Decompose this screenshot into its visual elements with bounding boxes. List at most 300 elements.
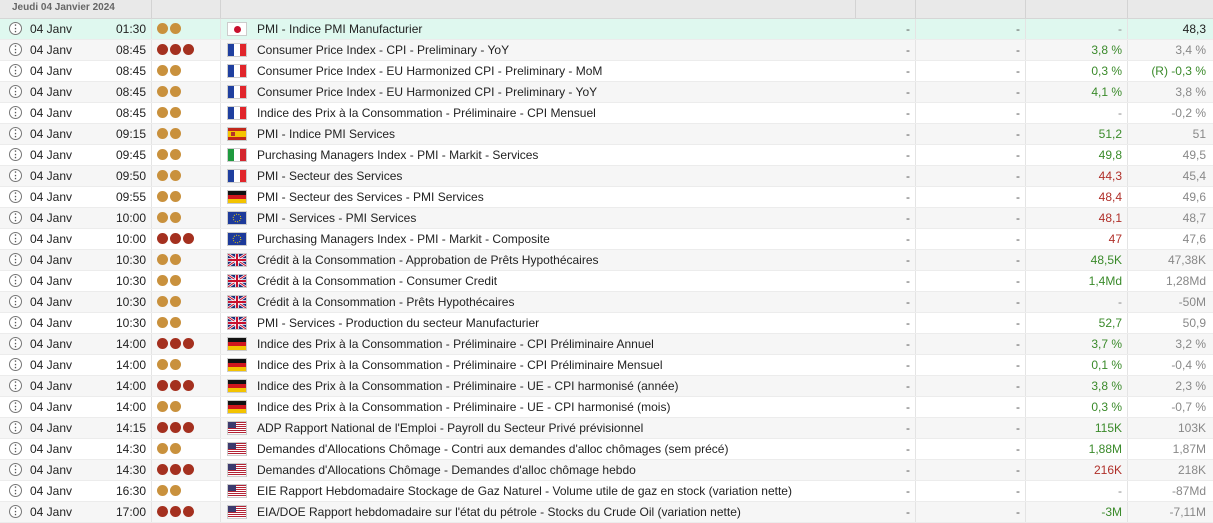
event-row[interactable] [0,460,1213,481]
column-divider [915,313,916,333]
event-date: 04 Janv [30,43,73,57]
event-row[interactable] [0,229,1213,250]
column-divider [151,460,152,480]
consensus-value: - [1016,43,1020,57]
event-name[interactable]: PMI - Indice PMI Manufacturier [257,22,423,36]
importance-dot [157,464,168,475]
column-divider [151,229,152,249]
actual-value: 51,2 [1098,127,1122,141]
header-divider [855,0,856,18]
column-divider [915,439,916,459]
importance-dot [170,380,181,391]
event-row[interactable] [0,40,1213,61]
column-divider [915,271,916,291]
column-divider [1127,166,1128,186]
column-divider [1127,19,1128,39]
importance-dot [170,170,181,181]
importance-dot [170,296,181,307]
event-row[interactable] [0,187,1213,208]
event-name[interactable]: Demandes d'Allocations Chômage - Demandes d'alloc chômage hebdo [257,463,636,477]
column-divider [915,187,916,207]
column-divider [1025,355,1026,375]
event-name[interactable]: Demandes d'Allocations Chômage - Contri aux demandes d'alloc chômages (sem précé) [257,442,729,456]
importance-indicator [157,271,217,291]
importance-dot [157,128,168,139]
info-menu-icon[interactable]: ⋮ [11,128,20,138]
event-row[interactable] [0,124,1213,145]
event-row[interactable] [0,271,1213,292]
column-divider [1025,61,1026,81]
info-menu-icon[interactable]: ⋮ [11,170,20,180]
column-divider [220,313,221,333]
previous-value: - [906,274,910,288]
reference-value: 103K [1177,421,1206,435]
event-row[interactable] [0,19,1213,40]
event-time: 14:15 [115,421,146,435]
info-menu-icon[interactable]: ⋮ [11,443,20,453]
importance-dot [183,422,194,433]
event-name[interactable]: Purchasing Managers Index - PMI - Markit - Composite [257,232,550,246]
column-divider [151,103,152,123]
info-menu-icon[interactable]: ⋮ [11,149,20,159]
reference-value: (R) -0,3 % [1151,64,1206,78]
info-menu-icon[interactable]: ⋮ [11,86,20,96]
info-menu-icon[interactable]: ⋮ [11,44,20,54]
importance-indicator [157,439,217,459]
event-row[interactable] [0,334,1213,355]
event-name[interactable]: EIE Rapport Hebdomadaire Stockage de Gaz Naturel - Volume utile de gaz en stock (variation nette) [257,484,792,498]
event-name[interactable]: Indice des Prix à la Consommation - Préliminaire - UE - CPI harmonisé (année) [257,379,679,393]
previous-value: - [906,337,910,351]
consensus-value: - [1016,127,1020,141]
reference-value: 47,6 [1182,232,1206,246]
actual-value: 3,7 % [1091,337,1122,351]
importance-dot [170,464,181,475]
event-name[interactable]: PMI - Indice PMI Services [257,127,396,141]
importance-dot [157,296,168,307]
column-divider [1127,439,1128,459]
event-row[interactable] [0,502,1213,523]
info-menu-icon[interactable]: ⋮ [11,212,20,222]
importance-indicator [157,292,217,312]
importance-dot [170,86,181,97]
column-divider [1025,103,1026,123]
column-divider [151,376,152,396]
info-menu-icon[interactable]: ⋮ [11,296,20,306]
event-date: 04 Janv [30,505,73,519]
column-divider [220,103,221,123]
column-divider [1025,418,1026,438]
column-divider [220,355,221,375]
column-divider [151,61,152,81]
importance-indicator [157,82,217,102]
event-name[interactable]: EIA/DOE Rapport hebdomadaire sur l'état du pétrole - Stocks du Crude Oil (variation nette) [257,505,741,519]
event-time: 14:30 [115,463,146,477]
event-row[interactable] [0,103,1213,124]
previous-value: - [906,358,910,372]
header-divider [220,0,221,18]
actual-value: 0,3 % [1091,64,1122,78]
reference-value: -7,11M [1169,505,1206,519]
event-row[interactable] [0,376,1213,397]
consensus-value: - [1016,232,1020,246]
event-name[interactable]: Consumer Price Index - EU Harmonized CPI - Preliminary - MoM [257,64,603,78]
info-menu-icon[interactable]: ⋮ [11,401,20,411]
importance-dot [157,506,168,517]
actual-value: - [1118,106,1122,120]
event-time: 10:00 [115,232,146,246]
info-menu-icon[interactable]: ⋮ [11,23,20,33]
column-divider [151,355,152,375]
event-date: 04 Janv [30,400,73,414]
column-divider [220,439,221,459]
reference-value: -87Md [1171,484,1206,498]
actual-value: -3M [1101,505,1122,519]
column-divider [1025,40,1026,60]
importance-dot [170,233,181,244]
previous-value: - [906,295,910,309]
column-divider [1025,187,1026,207]
reference-value: 47,38K [1167,253,1206,267]
event-time: 14:00 [115,379,146,393]
actual-value: 47 [1108,232,1122,246]
importance-dot [170,506,181,517]
event-date: 04 Janv [30,274,73,288]
consensus-value: - [1016,421,1020,435]
event-date: 04 Janv [30,232,73,246]
actual-value: 3,8 % [1091,379,1122,393]
event-name[interactable]: PMI - Secteur des Services [257,169,403,183]
importance-indicator [157,229,217,249]
column-divider [220,250,221,270]
column-divider [1127,208,1128,228]
importance-indicator [157,397,217,417]
importance-dot [183,233,194,244]
info-menu-icon[interactable]: ⋮ [11,275,20,285]
event-row[interactable] [0,208,1213,229]
event-row[interactable] [0,145,1213,166]
actual-value: 52,7 [1098,316,1122,330]
actual-value: 44,3 [1098,169,1122,183]
info-menu-icon[interactable]: ⋮ [11,107,20,117]
column-divider [220,166,221,186]
event-time: 08:45 [115,64,146,78]
column-divider [220,61,221,81]
info-menu-icon[interactable]: ⋮ [11,317,20,327]
column-divider [1025,145,1026,165]
flag-germany-icon [227,379,247,393]
column-divider [1025,502,1026,522]
column-divider [915,208,916,228]
consensus-value: - [1016,169,1020,183]
event-time: 10:30 [115,316,146,330]
header-divider [915,0,916,18]
importance-dot [157,338,168,349]
column-divider [915,229,916,249]
column-divider [915,292,916,312]
importance-dot [157,65,168,76]
column-divider [220,40,221,60]
reference-value: 51 [1192,127,1206,141]
column-divider [151,208,152,228]
previous-value: - [906,127,910,141]
column-divider [220,208,221,228]
column-divider [151,250,152,270]
column-divider [1025,481,1026,501]
event-name[interactable]: Crédit à la Consommation - Consumer Credit [257,274,498,288]
event-row[interactable] [0,166,1213,187]
reference-value: 3,2 % [1175,337,1206,351]
column-divider [151,145,152,165]
event-time: 09:45 [115,148,146,162]
importance-dot [170,128,181,139]
event-name[interactable]: Purchasing Managers Index - PMI - Markit - Services [257,148,539,162]
day-label: Jeudi 04 Janvier 2024 [12,2,115,13]
column-divider [1127,460,1128,480]
reference-value: -0,4 % [1171,358,1206,372]
event-row[interactable] [0,61,1213,82]
column-divider [151,502,152,522]
event-row[interactable] [0,481,1213,502]
column-divider [1025,376,1026,396]
column-divider [915,250,916,270]
info-menu-icon[interactable]: ⋮ [11,380,20,390]
column-divider [1127,82,1128,102]
importance-dot [157,149,168,160]
info-menu-icon[interactable]: ⋮ [11,422,20,432]
importance-dot [157,401,168,412]
column-divider [220,376,221,396]
previous-value: - [906,211,910,225]
event-name[interactable]: Crédit à la Consommation - Prêts Hypothécaires [257,295,515,309]
column-divider [151,292,152,312]
importance-dot [157,254,168,265]
event-date: 04 Janv [30,442,73,456]
column-divider [1127,271,1128,291]
importance-dot [183,506,194,517]
importance-dot [170,191,181,202]
column-divider [915,61,916,81]
column-divider [1127,376,1128,396]
previous-value: - [906,316,910,330]
event-name[interactable]: PMI - Services - PMI Services [257,211,417,225]
header-divider [1025,0,1026,18]
flag-france-icon [227,106,247,120]
importance-dot [170,65,181,76]
column-divider [1127,40,1128,60]
consensus-value: - [1016,295,1020,309]
importance-indicator [157,418,217,438]
actual-value: 1,88M [1088,442,1122,456]
event-row[interactable] [0,418,1213,439]
importance-indicator [157,376,217,396]
event-date: 04 Janv [30,22,73,36]
info-menu-icon[interactable]: ⋮ [11,254,20,264]
previous-value: - [906,22,910,36]
previous-value: - [906,169,910,183]
importance-dot [157,212,168,223]
flag-uk-icon [227,253,247,267]
previous-value: - [906,148,910,162]
column-divider [220,19,221,39]
consensus-value: - [1016,148,1020,162]
event-time: 08:45 [115,85,146,99]
importance-dot [170,338,181,349]
event-row[interactable] [0,292,1213,313]
event-name[interactable]: Indice des Prix à la Consommation - Préliminaire - UE - CPI harmonisé (mois) [257,400,671,414]
info-menu-icon[interactable]: ⋮ [11,464,20,474]
reference-value: -0,2 % [1171,106,1206,120]
importance-dot [157,170,168,181]
event-row[interactable] [0,250,1213,271]
column-divider [151,187,152,207]
event-time: 08:45 [115,43,146,57]
event-date: 04 Janv [30,358,73,372]
column-divider [1025,292,1026,312]
consensus-value: - [1016,274,1020,288]
consensus-value: - [1016,358,1020,372]
column-divider [915,19,916,39]
info-menu-icon[interactable]: ⋮ [11,191,20,201]
column-divider [1025,82,1026,102]
importance-indicator [157,124,217,144]
importance-indicator [157,460,217,480]
previous-value: - [906,64,910,78]
column-divider [1127,250,1128,270]
reference-value: 50,9 [1182,316,1206,330]
actual-value: 1,4Md [1088,274,1122,288]
consensus-value: - [1016,484,1020,498]
actual-value: 0,3 % [1091,400,1122,414]
event-time: 01:30 [115,22,146,36]
column-divider [1127,418,1128,438]
importance-dot [157,86,168,97]
flag-france-icon [227,169,247,183]
info-menu-icon[interactable]: ⋮ [11,506,20,516]
importance-indicator [157,145,217,165]
info-menu-icon[interactable]: ⋮ [11,485,20,495]
column-divider [1127,355,1128,375]
consensus-value: - [1016,253,1020,267]
column-divider [915,355,916,375]
importance-dot [157,380,168,391]
column-divider [220,397,221,417]
importance-dot [170,254,181,265]
importance-indicator [157,355,217,375]
importance-dot [170,485,181,496]
event-name[interactable]: Indice des Prix à la Consommation - Préliminaire - CPI Préliminaire Mensuel [257,358,663,372]
event-time: 17:00 [115,505,146,519]
flag-us-icon [227,442,247,456]
event-name[interactable]: Indice des Prix à la Consommation - Préliminaire - CPI Mensuel [257,106,596,120]
event-row[interactable] [0,355,1213,376]
consensus-value: - [1016,337,1020,351]
previous-value: - [906,421,910,435]
previous-value: - [906,379,910,393]
flag-eu-icon [227,232,247,246]
event-date: 04 Janv [30,253,73,267]
column-divider [915,418,916,438]
importance-indicator [157,19,217,39]
event-row[interactable] [0,313,1213,334]
importance-indicator [157,187,217,207]
info-menu-icon[interactable]: ⋮ [11,233,20,243]
event-time: 09:15 [115,127,146,141]
column-divider [220,460,221,480]
actual-value: 115K [1094,421,1122,435]
column-divider [915,481,916,501]
importance-dot [183,338,194,349]
event-name[interactable]: PMI - Services - Production du secteur Manufacturier [257,316,540,330]
column-divider [1127,481,1128,501]
flag-us-icon [227,505,247,519]
event-name[interactable]: Crédit à la Consommation - Approbation de Prêts Hypothécaires [257,253,599,267]
event-time: 16:30 [115,484,146,498]
importance-dot [170,317,181,328]
reference-value: 1,28Md [1165,274,1206,288]
flag-us-icon [227,463,247,477]
event-name[interactable]: Indice des Prix à la Consommation - Préliminaire - CPI Préliminaire Annuel [257,337,654,351]
previous-value: - [906,505,910,519]
flag-france-icon [227,43,247,57]
event-time: 10:00 [115,211,146,225]
importance-indicator [157,250,217,270]
column-divider [151,313,152,333]
event-name[interactable]: Consumer Price Index - EU Harmonized CPI - Preliminary - YoY [257,85,598,99]
flag-germany-icon [227,400,247,414]
info-menu-icon[interactable]: ⋮ [11,65,20,75]
actual-value: - [1118,295,1122,309]
info-menu-icon[interactable]: ⋮ [11,338,20,348]
flag-germany-icon [227,190,247,204]
actual-value: 0,1 % [1091,358,1122,372]
event-row[interactable] [0,82,1213,103]
previous-value: - [906,190,910,204]
info-menu-icon[interactable]: ⋮ [11,359,20,369]
importance-dot [170,149,181,160]
consensus-value: - [1016,442,1020,456]
column-divider [1127,187,1128,207]
column-divider [1025,397,1026,417]
event-time: 14:00 [115,358,146,372]
importance-dot [170,443,181,454]
event-row[interactable] [0,397,1213,418]
importance-dot [170,359,181,370]
consensus-value: - [1016,190,1020,204]
actual-value: 48,4 [1098,190,1122,204]
column-divider [1127,145,1128,165]
event-row[interactable] [0,439,1213,460]
reference-value: 48,7 [1182,211,1206,225]
header-divider [1127,0,1128,18]
event-name[interactable]: ADP Rapport National de l'Emploi - Payroll du Secteur Privé prévisionnel [257,421,644,435]
reference-value: -50M [1178,295,1206,309]
column-divider [1025,334,1026,354]
consensus-value: - [1016,316,1020,330]
event-time: 09:50 [115,169,146,183]
event-name[interactable]: Consumer Price Index - CPI - Preliminary - YoY [257,43,510,57]
event-name[interactable]: PMI - Secteur des Services - PMI Services [257,190,484,204]
column-divider [1127,103,1128,123]
column-divider [151,124,152,144]
column-divider [1127,124,1128,144]
column-divider [151,82,152,102]
importance-indicator [157,502,217,522]
column-divider [1127,292,1128,312]
importance-dot [157,107,168,118]
column-divider [1127,61,1128,81]
column-divider [915,145,916,165]
